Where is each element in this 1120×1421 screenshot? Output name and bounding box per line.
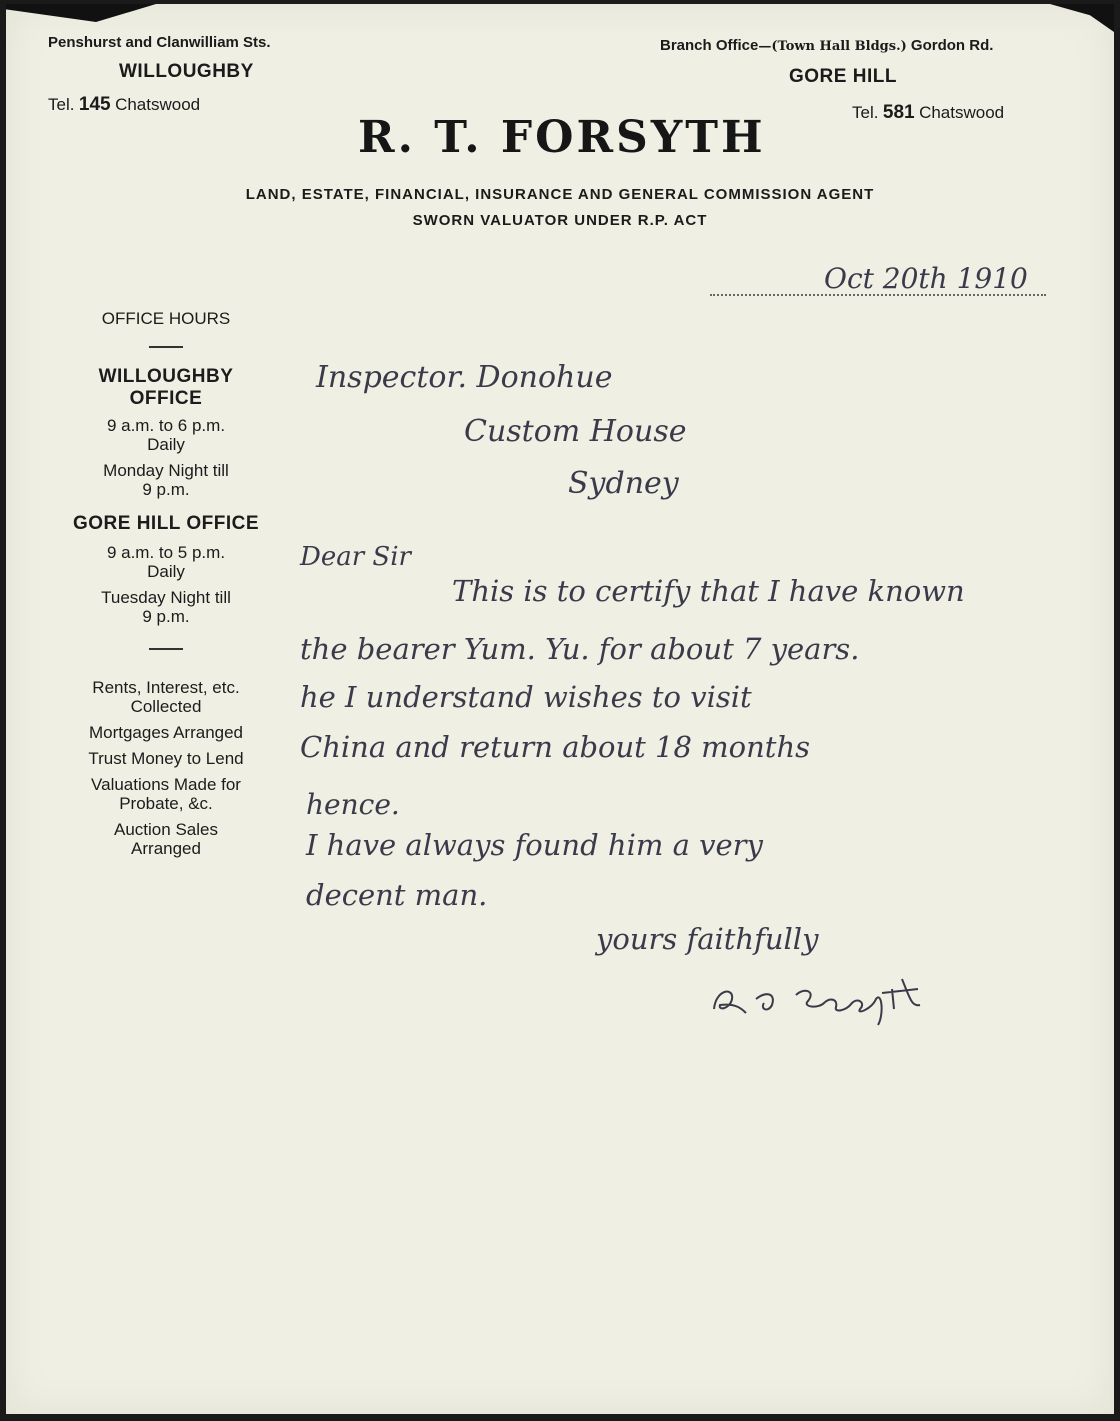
gore-night: Tuesday Night till xyxy=(101,588,231,607)
service-item: Mortgages Arranged xyxy=(88,723,244,742)
willoughby-heading-2: OFFICE xyxy=(129,388,203,409)
services-list xyxy=(46,678,286,858)
tel-left-prefix: Tel. xyxy=(48,95,75,114)
gore-heading: GORE HILL OFFICE xyxy=(72,513,260,534)
letter-sheet xyxy=(6,4,1114,1414)
date-line xyxy=(710,294,1046,296)
service-item: Trust Money to Lend xyxy=(88,749,244,768)
signature-scrawl xyxy=(706,969,986,1029)
divider xyxy=(149,346,183,348)
suburb-name: WILLOUGHBY xyxy=(119,61,254,82)
gore-hill-office xyxy=(46,513,286,626)
body-line: he I understand wishes to visit xyxy=(300,680,752,714)
service-item: Probate, &c. xyxy=(119,794,213,813)
willoughby-office xyxy=(46,366,286,499)
tel-left xyxy=(48,94,200,116)
gore-night-time: 9 p.m. xyxy=(142,607,190,626)
address-line: Penshurst and Clanwilliam Sts. xyxy=(48,34,271,51)
address-line-1: Custom House xyxy=(464,414,687,449)
service-item: Arranged xyxy=(131,839,201,858)
body-line: This is to certify that I have known xyxy=(452,574,965,608)
service-item: Collected xyxy=(130,697,202,716)
branch-office-line xyxy=(660,37,993,54)
address-line-2: Sydney xyxy=(568,466,679,501)
signature xyxy=(706,969,986,1034)
tel-right xyxy=(852,102,1004,124)
tel-left-number: 145 xyxy=(78,94,111,115)
closing: yours faithfully xyxy=(596,922,819,956)
branch-detail: —(Town Hall Bldgs.) xyxy=(758,39,907,54)
willoughby-days: Daily xyxy=(147,435,185,454)
body-line: I have always found him a very xyxy=(306,828,763,862)
service-item: Rents, Interest, etc. xyxy=(92,678,240,697)
addressee: Inspector. Donohue xyxy=(316,360,613,395)
scan-edge-shadow xyxy=(1034,4,1114,32)
service-item: Auction Sales xyxy=(114,820,218,839)
body-line: the bearer Yum. Yu. for about 7 years. xyxy=(300,632,860,666)
business-tagline: LAND, ESTATE, FINANCIAL, INSURANCE AND GENERAL COMMISSION AGENT xyxy=(245,186,875,203)
letter-date: Oct 20th 1910 xyxy=(824,262,1028,295)
gore-hours: 9 a.m. to 5 p.m. xyxy=(106,543,226,562)
service-item: Valuations Made for xyxy=(91,775,241,794)
company-name: R. T. FORSYTH xyxy=(358,112,766,163)
salutation: Dear Sir xyxy=(300,542,411,572)
body-line: China and return about 18 months xyxy=(300,730,811,764)
valuator-tagline: SWORN VALUATOR UNDER R.P. ACT xyxy=(412,212,708,229)
body-line: decent man. xyxy=(306,878,488,912)
tel-right-prefix: Tel. xyxy=(852,103,879,122)
willoughby-night-time: 9 p.m. xyxy=(142,480,190,499)
willoughby-heading: WILLOUGHBY xyxy=(98,366,234,387)
office-hours-heading: OFFICE HOURS xyxy=(101,309,231,328)
tel-right-number: 581 xyxy=(882,102,915,123)
branch-road: Gordon Rd. xyxy=(910,37,994,54)
willoughby-night: Monday Night till xyxy=(103,461,229,480)
willoughby-hours: 9 a.m. to 6 p.m. xyxy=(106,416,226,435)
branch-suburb: GORE HILL xyxy=(789,66,897,87)
scan-edge-shadow xyxy=(6,4,156,22)
body-line: hence. xyxy=(306,788,400,821)
branch-prefix: Branch Office xyxy=(660,37,759,54)
tel-left-exchange: Chatswood xyxy=(115,95,201,114)
gore-days: Daily xyxy=(147,562,185,581)
divider xyxy=(149,648,183,650)
tel-right-exchange: Chatswood xyxy=(919,103,1005,122)
